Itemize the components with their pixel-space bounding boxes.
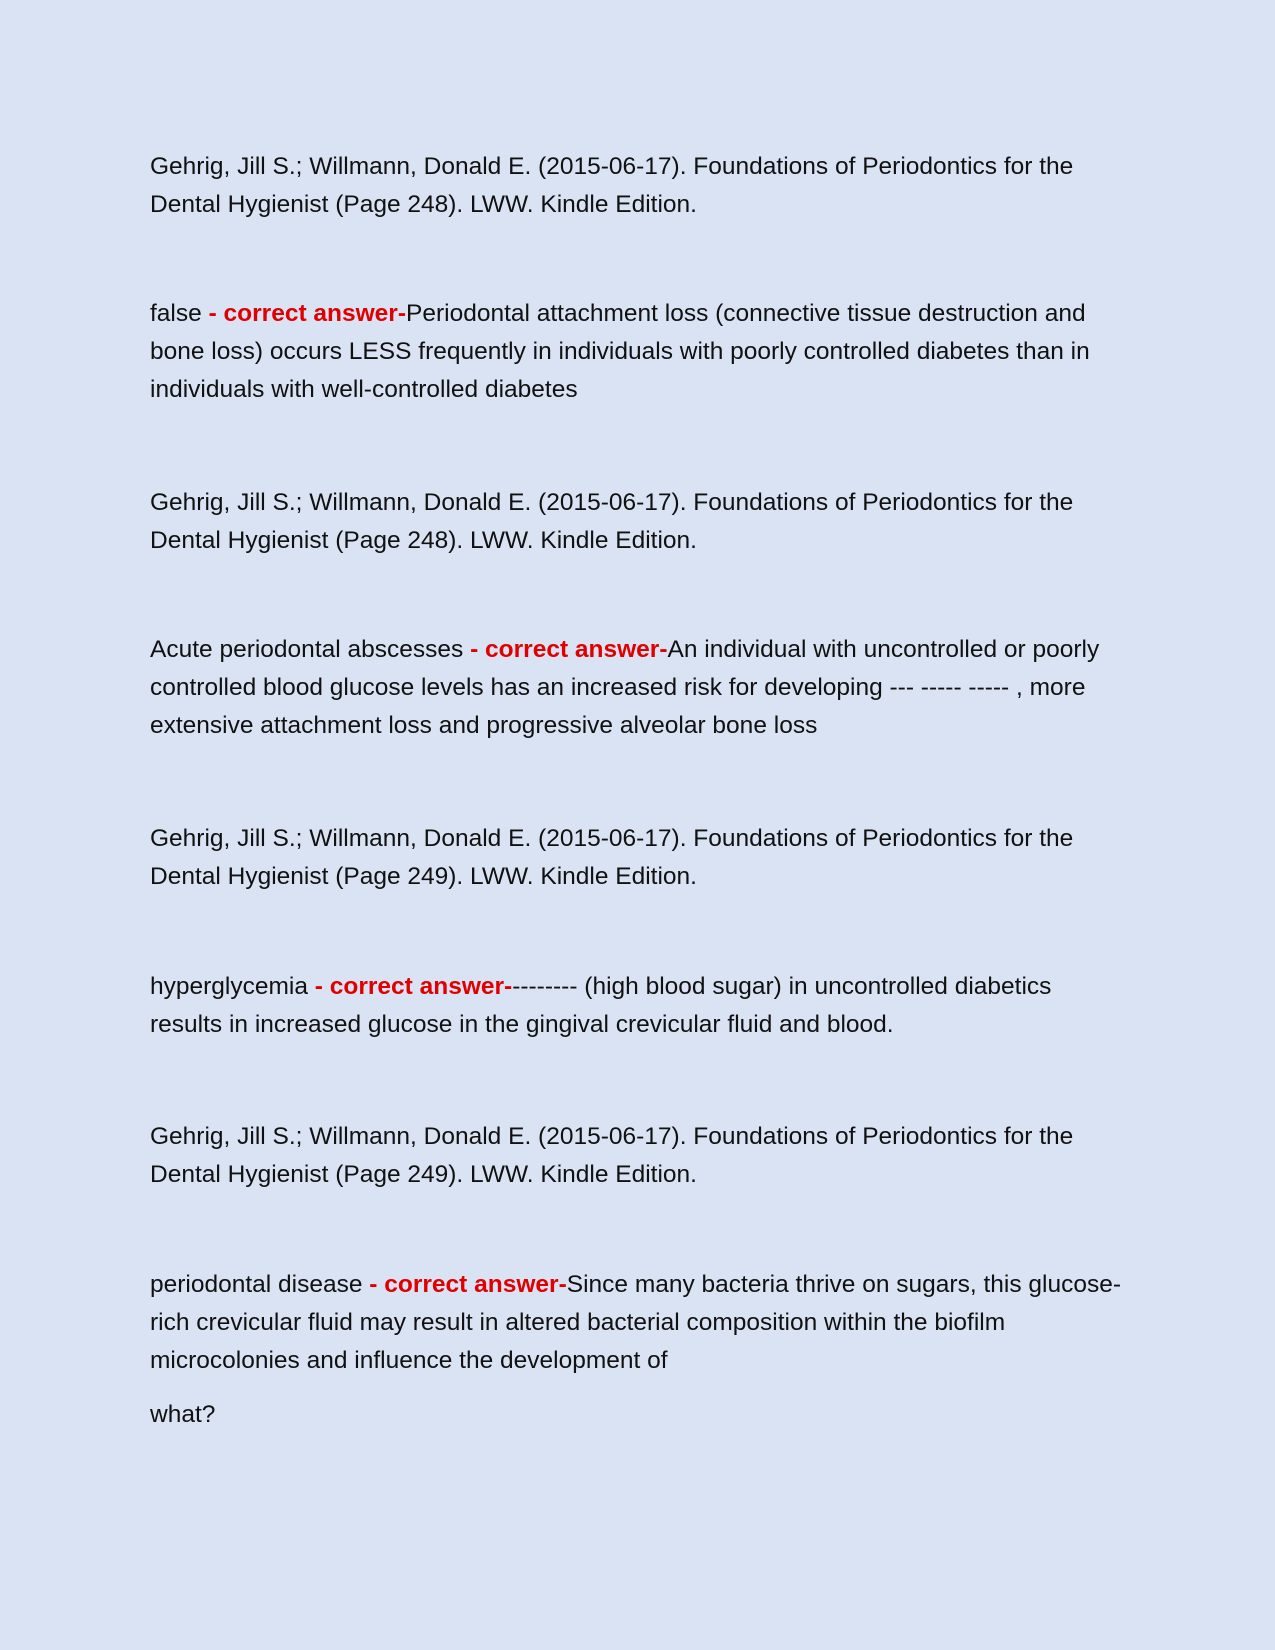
- qa-definition: Periodontal attachment loss (connective tissue destruction and bone loss) occurs LESS frequently in individuals with poorly controlled diabetes than in individuals with well-controlled diabetes: [150, 300, 1090, 403]
- citation-block: [150, 1118, 1130, 1194]
- answer-separator: - correct answer-: [369, 1271, 567, 1298]
- qa-paragraph: [150, 968, 1130, 1044]
- qa-definition: -------- (high blood sugar) in uncontrolled diabetics results in increased glucose in the gingival crevicular fluid and blood.: [150, 973, 1052, 1038]
- qa-term: Acute periodontal abscesses: [150, 636, 471, 663]
- qa-definition: An individual with uncontrolled or poorly controlled blood glucose levels has an increased risk for developing --- ----- ----- , more extensive attachment loss and progressive alveolar bone loss: [150, 636, 1100, 739]
- citation-block: [150, 820, 1130, 896]
- qa-definition: Since many bacteria thrive on sugars, this glucose-rich crevicular fluid may result in altered bacterial composition within the biofilm microcolonies and influence the development of: [150, 1271, 1121, 1374]
- citation-text: Gehrig, Jill S.; Willmann, Donald E. (2015-06-17). Foundations of Periodontics for the Dental Hygienist (Page 248). LWW. Kindle Edition.: [150, 153, 1074, 218]
- citation-block: [150, 148, 1130, 224]
- qa-paragraph: [150, 1266, 1130, 1380]
- citation-text: Gehrig, Jill S.; Willmann, Donald E. (2015-06-17). Foundations of Periodontics for the Dental Hygienist (Page 249). LWW. Kindle Edition.: [150, 1123, 1074, 1188]
- qa-term: false: [150, 300, 209, 327]
- qa-block: [150, 1266, 1130, 1434]
- citation-block: [150, 484, 1130, 560]
- qa-term: hyperglycemia: [150, 973, 315, 1000]
- answer-separator: - correct answer-: [470, 636, 668, 663]
- qa-block: [150, 631, 1130, 745]
- qa-paragraph: [150, 295, 1130, 409]
- qa-block: [150, 295, 1130, 409]
- document-page: [150, 0, 1130, 1650]
- answer-separator: - correct answer-: [208, 300, 406, 327]
- qa-block: [150, 968, 1130, 1044]
- citation-text: Gehrig, Jill S.; Willmann, Donald E. (2015-06-17). Foundations of Periodontics for the Dental Hygienist (Page 249). LWW. Kindle Edition.: [150, 825, 1074, 890]
- citation-text: Gehrig, Jill S.; Willmann, Donald E. (2015-06-17). Foundations of Periodontics for the Dental Hygienist (Page 248). LWW. Kindle Edition.: [150, 489, 1074, 554]
- qa-paragraph: [150, 631, 1130, 745]
- answer-separator: - correct answer-: [314, 973, 513, 1000]
- qa-continuation: what?: [150, 1401, 216, 1428]
- qa-term: periodontal disease: [150, 1271, 370, 1298]
